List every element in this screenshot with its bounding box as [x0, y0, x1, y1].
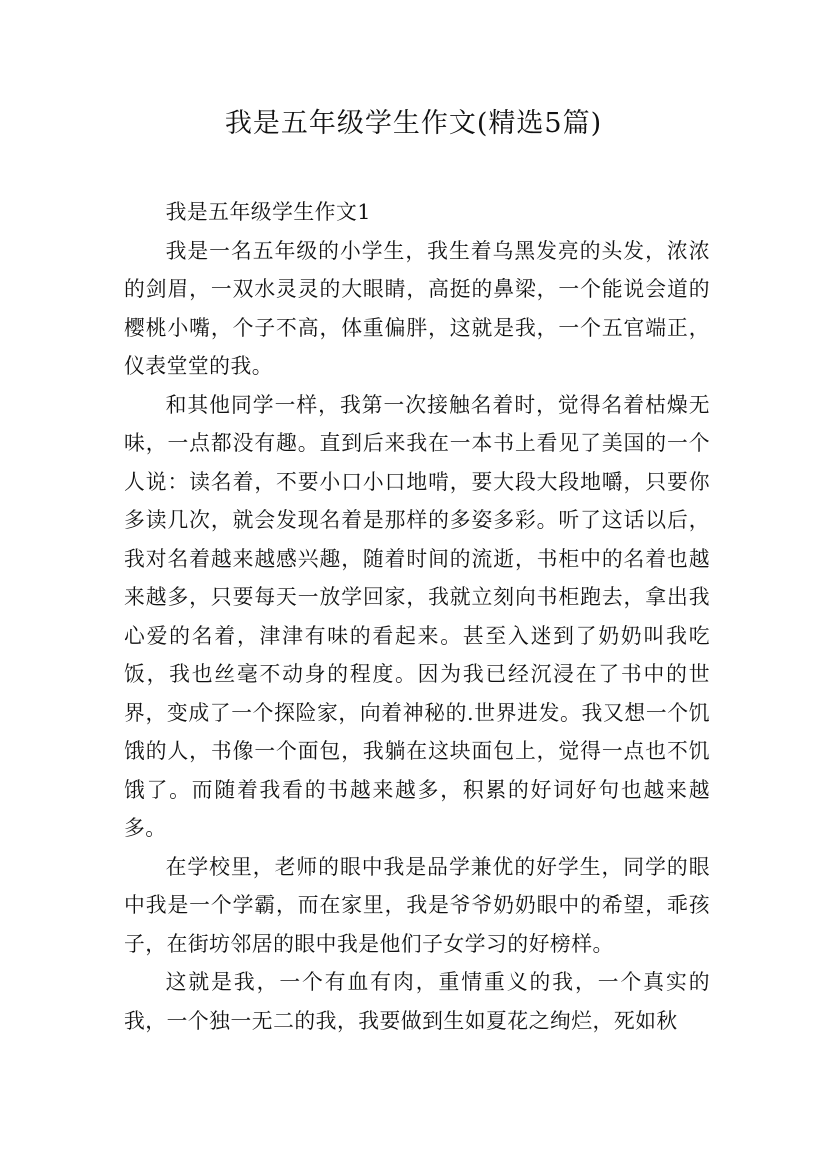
document-title: 我是五年级学生作文(精选5篇) [224, 108, 603, 139]
essay-subtitle: 我是五年级学生作文1 [165, 200, 371, 224]
paragraph-1: 我是一名五年级的小学生，我生着乌黑发亮的头发，浓浓的剑眉，一双水灵灵的大眼睛，高挺的鼻梁，一个能说会道的樱桃小嘴，个子不高，体重偏胖，这就是我，一个五官端正，仪表堂堂的我。 [124, 238, 710, 378]
paragraph-4: 这就是我，一个有血有肉，重情重义的我，一个真实的我，一个独一无二的我，我要做到生如夏花之绚烂，死如秋 [124, 970, 710, 1033]
document-body [124, 193, 710, 1040]
paragraph-3: 在学校里，老师的眼中我是品学兼优的好学生，同学的眼中我是一个学霸，而在家里，我是爷爷奶奶眼中的希望，乖孩子，在街坊邻居的眼中我是他们子女学习的好榜样。 [124, 854, 710, 956]
paragraph-2: 和其他同学一样，我第一次接触名着时，觉得名着枯燥无味，一点都没有趣。直到后来我在一本书上看见了美国的一个人说：读名着，不要小口小口地啃，要大段大段地嚼，只要你多读几次，就会发现名着是那样的多姿多彩。听了这话以后，我对名着越来越感兴趣，随着时间的流逝，书柜中的名着也越来越多，只要每天一放学回家，我就立刻向书柜跑去，拿出我心爱的名着，津津有味的看起来。甚至入迷到了奶奶叫我吃饭，我也丝毫不动身的程度。因为我已经沉浸在了书中的世界，变成了一个探险家，向着神秘的.世界进发。我又想一个饥饿的人，书像一个面包，我躺在这块面包上，觉得一点也不饥饿了。而随着我看的书越来越多，积累的好词好句也越来越多。 [124, 392, 710, 840]
